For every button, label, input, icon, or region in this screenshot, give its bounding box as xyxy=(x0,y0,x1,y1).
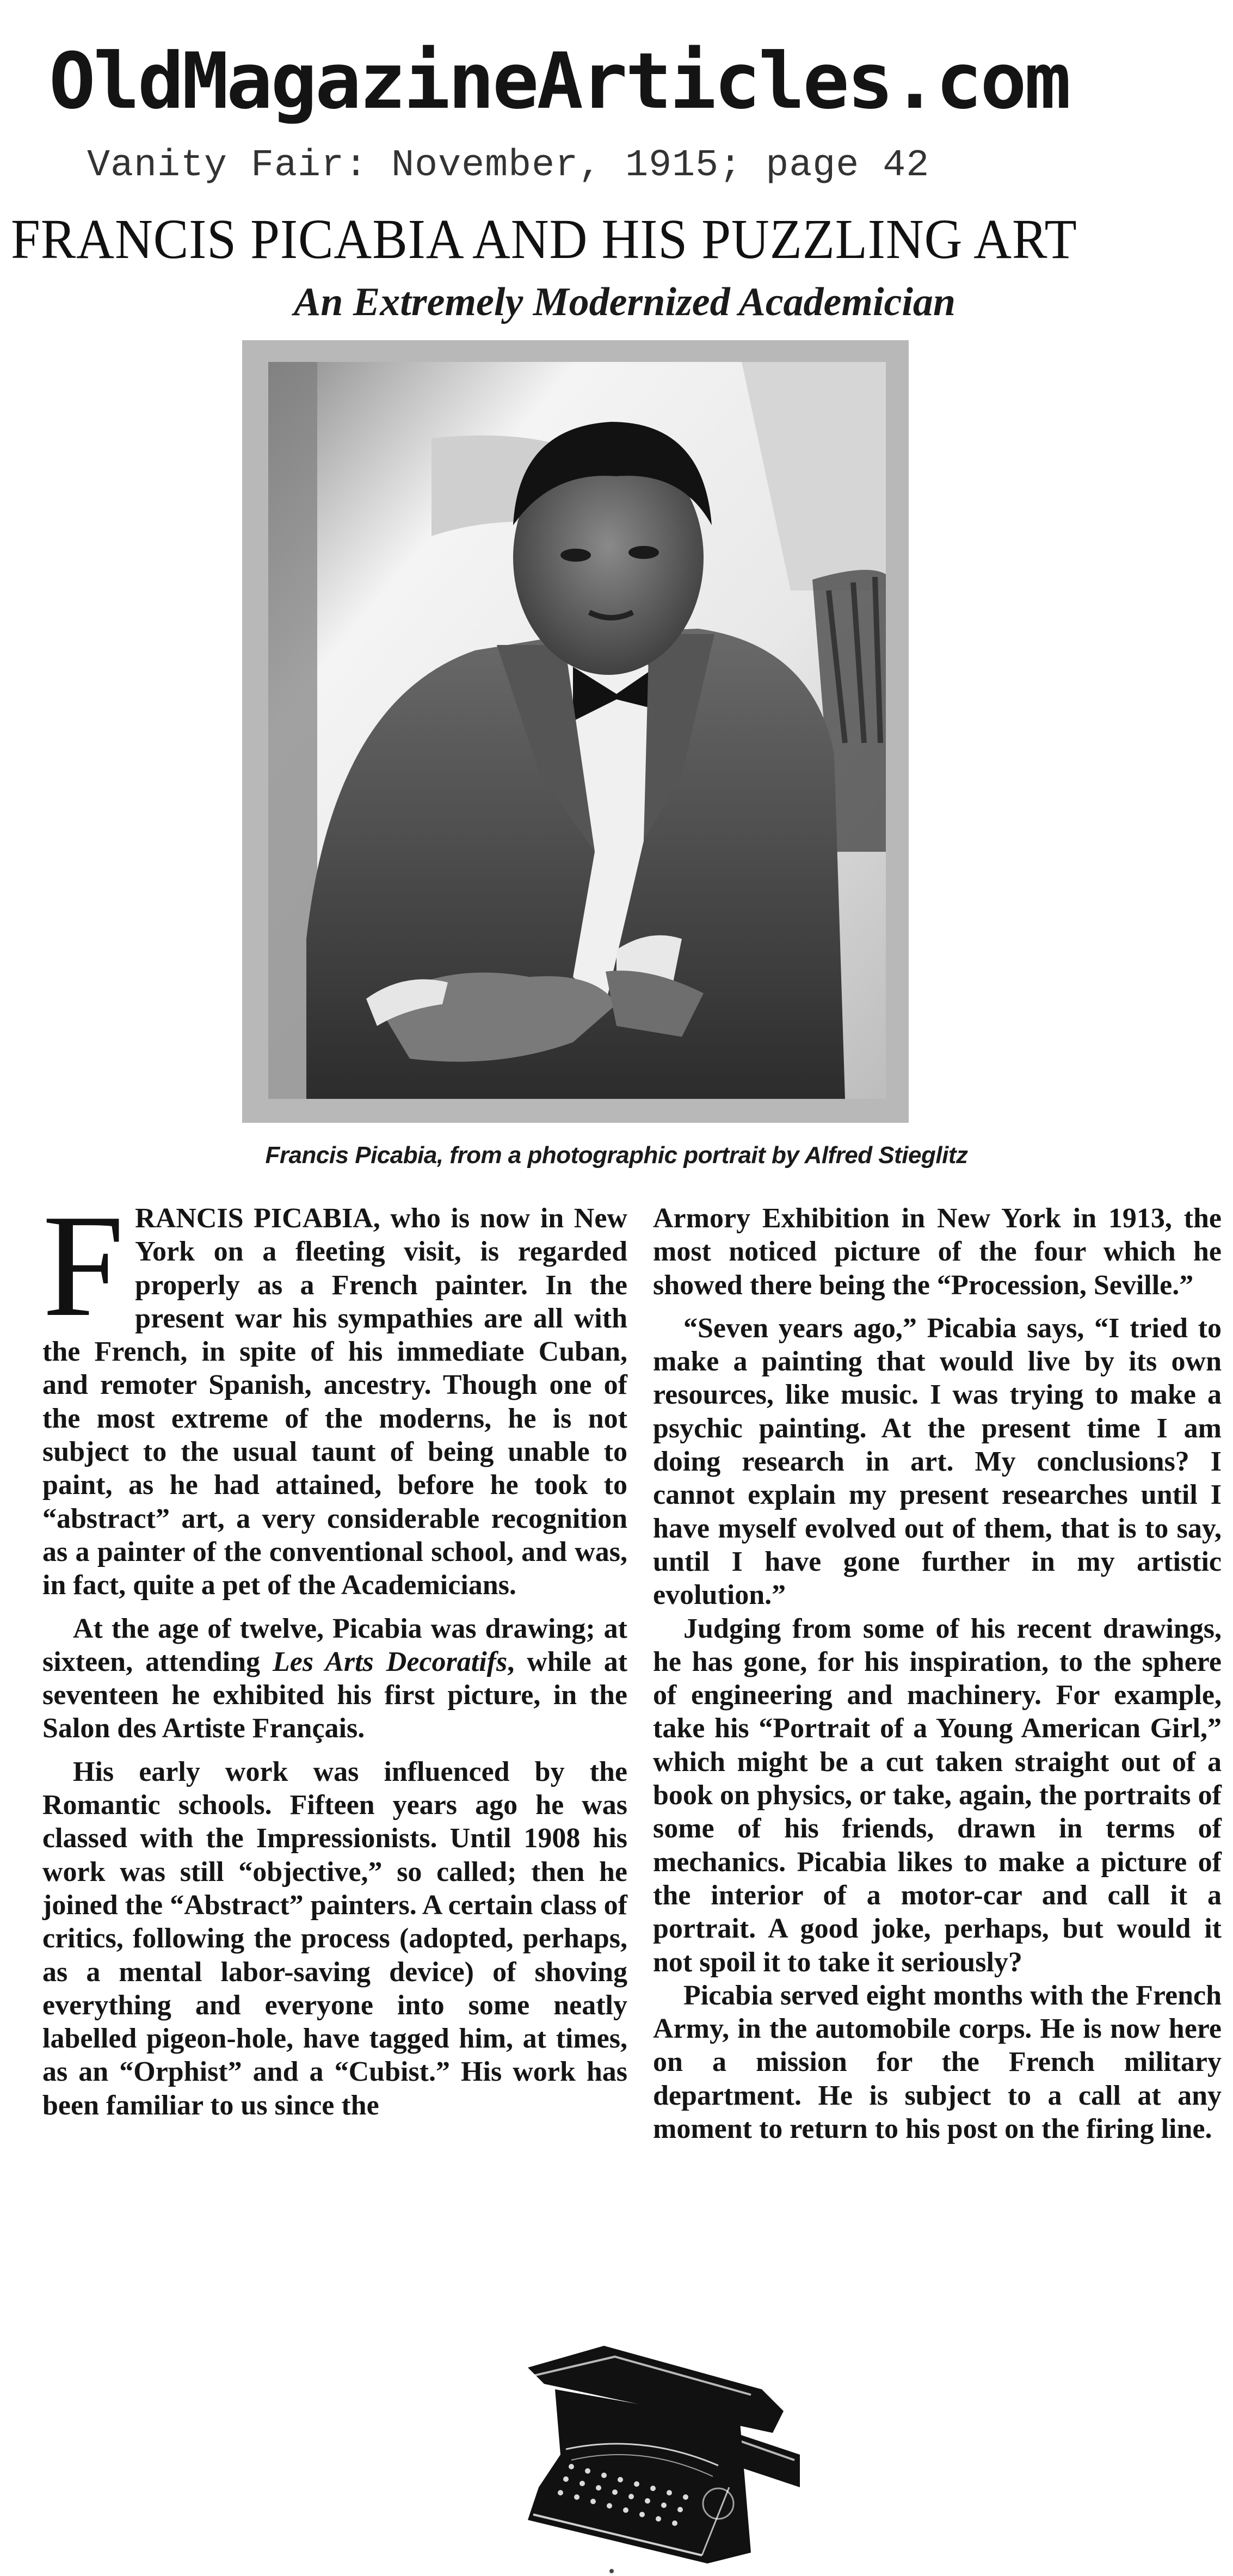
portrait-photo-illustration xyxy=(268,362,886,1099)
paragraph: Picabia served eight months with the French Army, in the automobile corps. He is now here on a mission for the French military department. He is subject to a call at any moment to return to his post on the firing line. xyxy=(653,1979,1222,2145)
typewriter-illustration xyxy=(479,2324,805,2563)
drop-cap: F xyxy=(42,1184,125,1347)
article-column-right xyxy=(653,1202,1222,2145)
paragraph-text: At the age of twelve, Picabia was drawing; at sixteen, attending xyxy=(42,1613,627,1677)
paragraph: “Seven years ago,” Picabia says, “I tried to make a painting that would live by its own resources, like music. I was trying to make a psychic painting. At the present time I am doing research in art. My conclusions? I cannot explain my present researches until I have myself evolved out of them, that is to say, until I have gone further in my artistic evolution.” xyxy=(653,1312,1222,1611)
paragraph-text: who is now in New York on a fleeting visit, is regarded properly as a French painter. In the present war his sympathies are all with the French, in spite of his immediate Cuban, and remoter Spanish, ancestry. Though one of the most extreme of the moderns, he is not subject to the usual taunt of being unable to paint, as he had attained, before he took to “abstract” art, a very considerable recognition as a painter of the conventional school, and was, in fact, quite a pet of the Academicians. xyxy=(42,1203,627,1601)
article-column-left xyxy=(42,1184,628,2122)
paragraph-text: , while at seventeen he exhibited his first picture, in the Salon des Artiste Français. xyxy=(42,1646,628,1744)
portrait-photo xyxy=(268,362,886,1099)
source-citation: Vanity Fair: November, 1915; page 42 xyxy=(87,144,930,187)
paragraph: Judging from some of his recent drawings, he has gone, for his inspiration, to the sphere of engineering and machinery. For example, take his “Portrait of a Young American Girl,” which might be a cut taken straight out of a book on physics, or take, again, the portraits of some of his friends, drawn in terms of mechanics. Picabia likes to make a picture of the interior of a motor-car and call it a portrait. A good joke, perhaps, but would it not spoil it to take it seriously? xyxy=(653,1613,1222,1978)
lead-in-caps: RANCIS PICABIA, xyxy=(135,1203,380,1234)
article-headline: FRANCIS PICABIA AND HIS PUZZLING ART xyxy=(11,208,1077,270)
photo-caption: Francis Picabia, from a photographic portrait by Alfred Stieglitz xyxy=(265,1142,968,1169)
paragraph: His early work was influenced by the Romantic schools. Fifteen years ago he was classed with the Impressionists. Until 1908 his work was still “objective,” so called; then he joined the “Abstract” painters. A certain class of critics, following the process (adopted, perhaps, as a mental labor-saving device) of shoving everything and everyone into some neatly labelled pigeon-hole, have tagged him, at times, as an “Orphist” and a “Cubist.” His work has been familiar to us since the xyxy=(42,1756,627,2121)
site-header: OldMagazineArticles.com xyxy=(49,36,1069,126)
print-speck xyxy=(609,2569,614,2573)
italic-title: Les Arts Decoratifs xyxy=(273,1646,508,1677)
paragraph: Armory Exhibition in New York in 1913, the most noticed picture of the four which he showed there being the “Procession, Seville.” xyxy=(653,1203,1222,1301)
typewriter-icon xyxy=(479,2324,805,2563)
article-subtitle: An Extremely Modernized Academician xyxy=(293,280,956,324)
paragraph xyxy=(42,1612,627,1745)
photo-frame xyxy=(242,340,909,1123)
paragraph xyxy=(42,1184,627,1602)
